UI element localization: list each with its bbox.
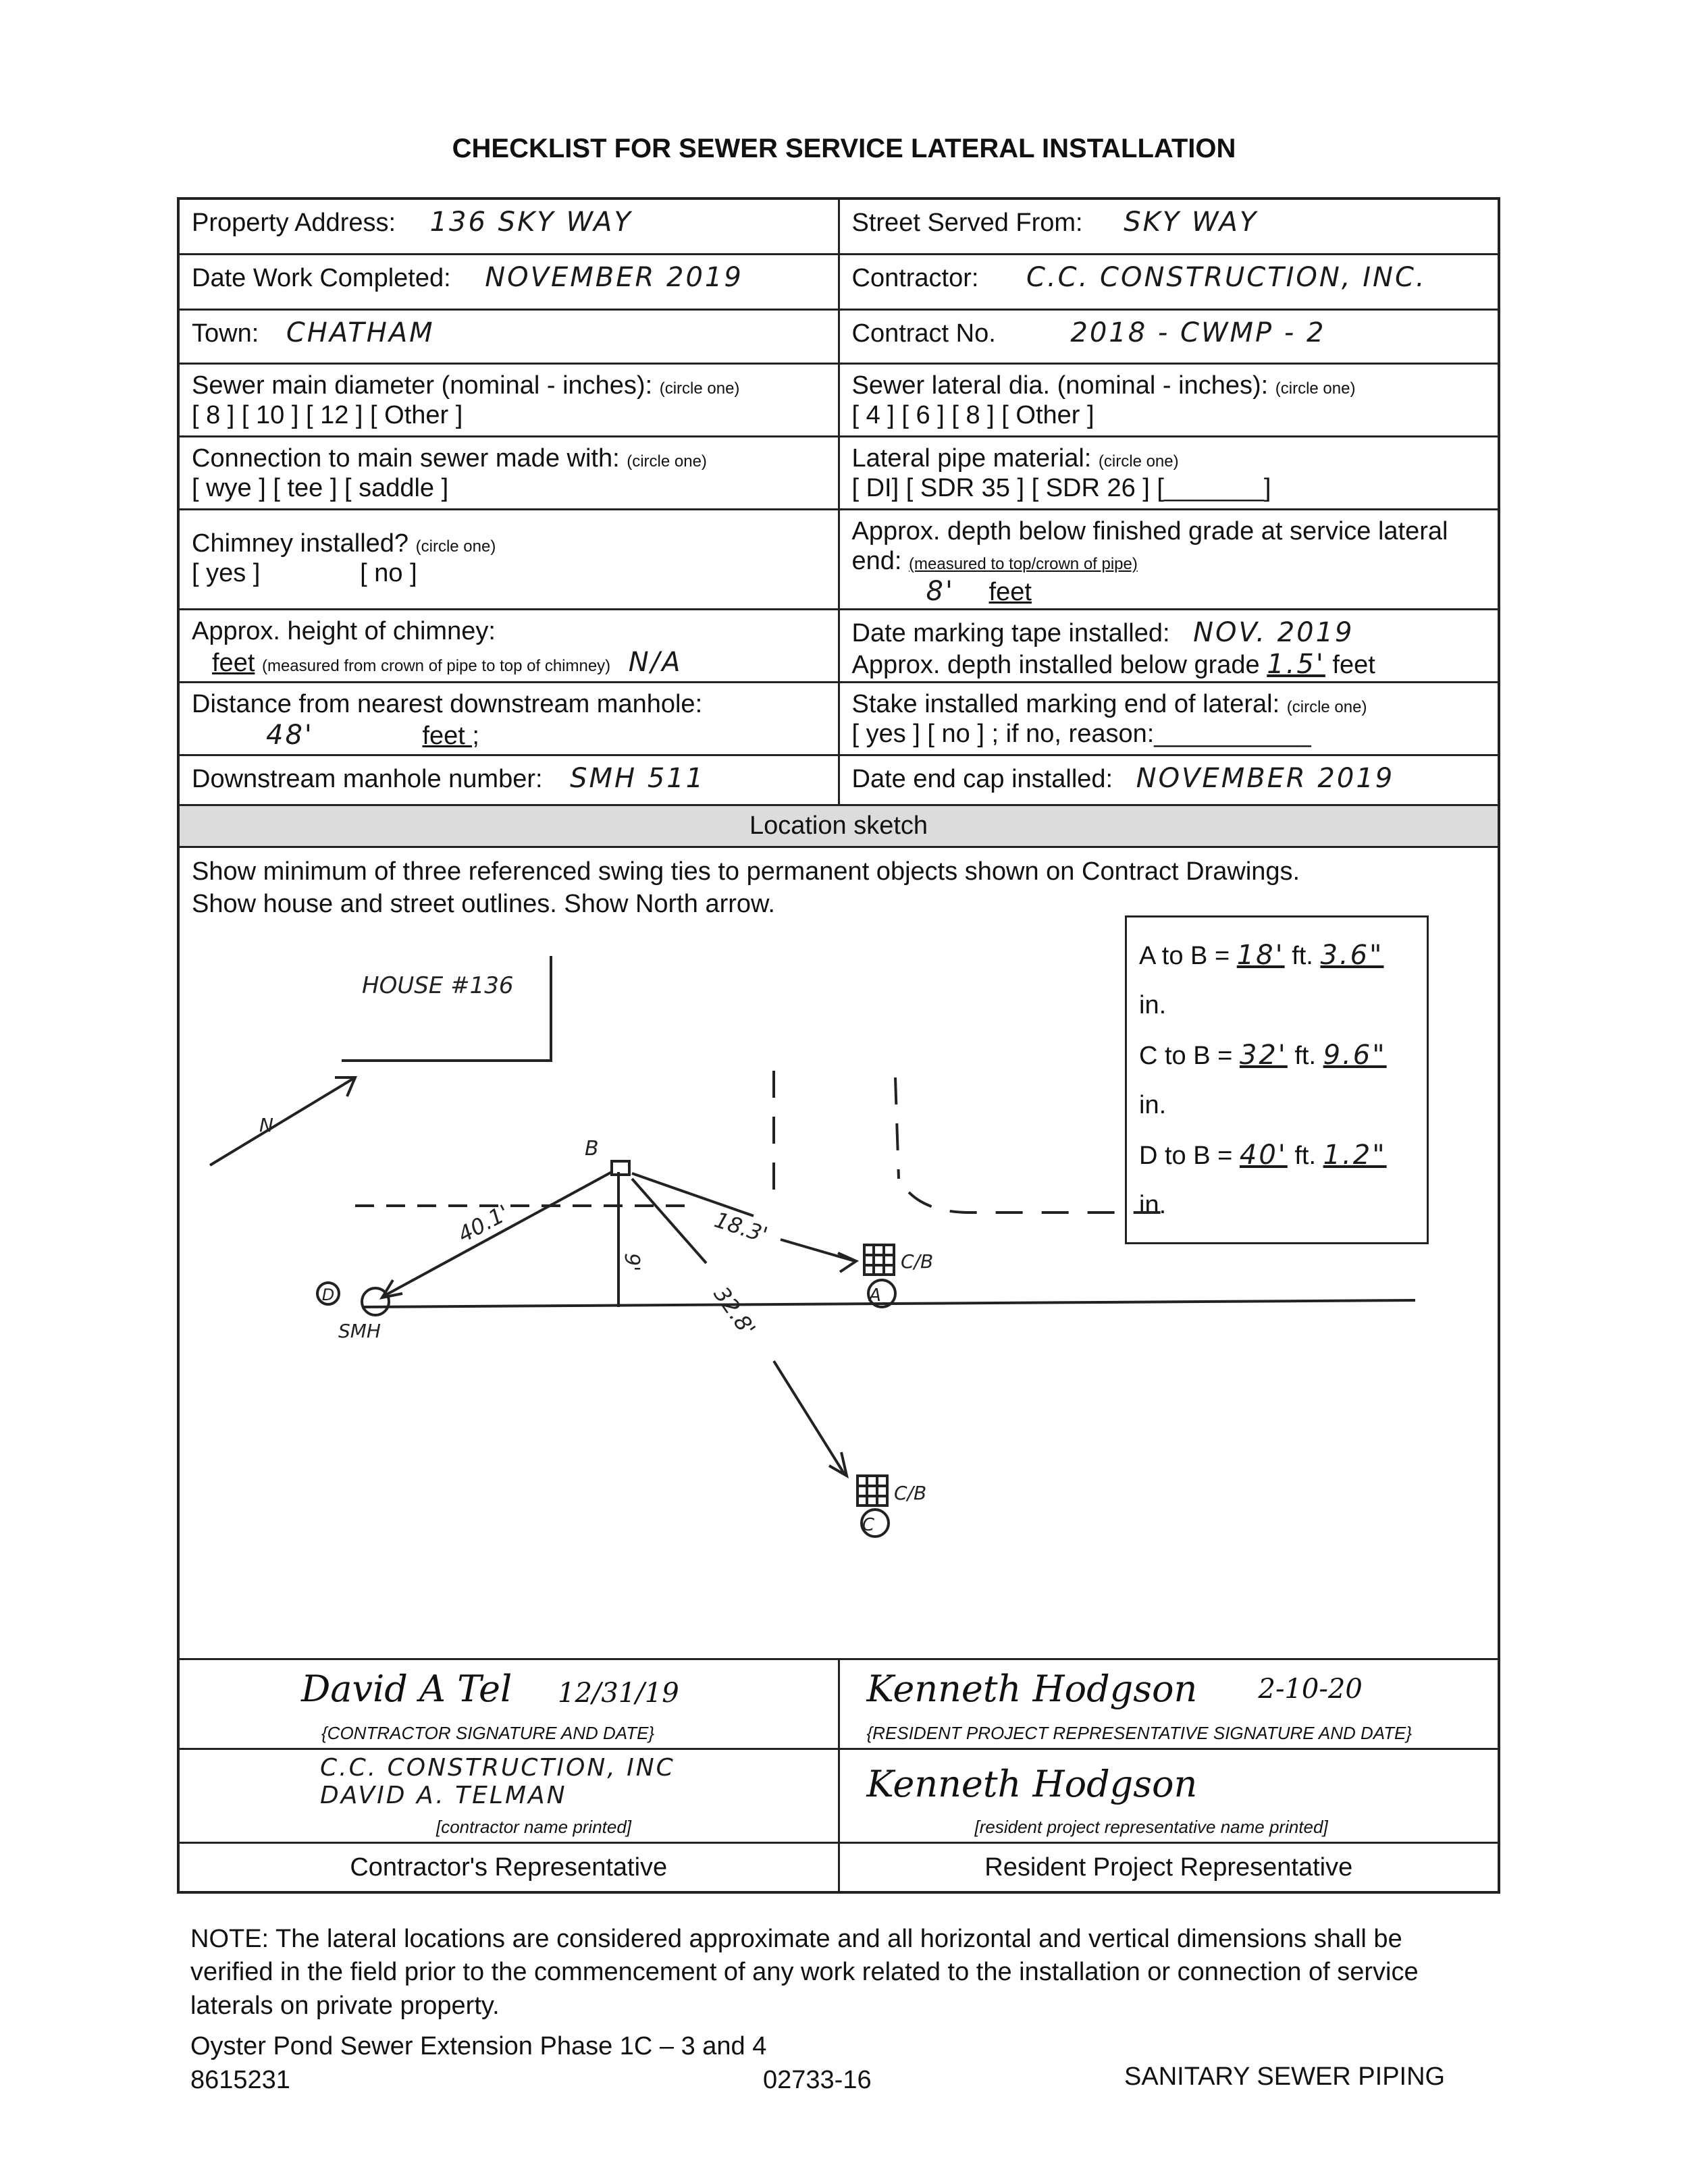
form-row [180, 756, 1498, 806]
resident-representative-label: Resident Project Representative [984, 1853, 1353, 1882]
point-d-label: D [321, 1285, 335, 1304]
tie-inches-unit: in. [1139, 991, 1167, 1019]
town-label: Town: [192, 319, 259, 348]
contract-no-value: 2018 - CWMP - 2 [1070, 317, 1326, 348]
footer-project: Oyster Pond Sewer Extension Phase 1C – 3 and 4 [190, 2032, 767, 2060]
connection-options: [ wye ] [ tee ] [ saddle ] [192, 473, 449, 502]
chimney-height-cell [180, 610, 840, 681]
catch-basin-a-icon [864, 1245, 894, 1275]
property-address-label: Property Address: [192, 209, 396, 237]
contractor-signature-caption: {CONTRACTOR SIGNATURE AND DATE} [321, 1723, 655, 1744]
street-served-label: Street Served From: [851, 209, 1083, 237]
end-cap-label: Date end cap installed: [851, 765, 1113, 793]
tie-inches-unit: in. [1139, 1091, 1167, 1120]
document-title: CHECKLIST FOR SEWER SERVICE LATERAL INSTALLATION [452, 134, 1236, 163]
sewer-lateral-cell [840, 365, 1498, 435]
contractor-value: C.C. CONSTRUCTION, INC. [1026, 262, 1427, 293]
end-cap-value: NOVEMBER 2019 [1136, 763, 1395, 794]
form-row [180, 200, 1498, 255]
chimney-label: Chimney installed? [192, 529, 409, 558]
tie-inches-unit: in. [1139, 1191, 1167, 1220]
stake-hint: (circle one) [1286, 698, 1367, 716]
manhole-d-icon [362, 1288, 389, 1315]
tie-label: C to B = [1139, 1042, 1233, 1071]
resident-signature-cell [840, 1660, 1498, 1748]
sewer-main-cell [180, 365, 840, 435]
contractor-printed-name: DAVID A. TELMAN [320, 1782, 567, 1810]
property-address-value: 136 SKY WAY [429, 207, 633, 238]
tie-inches: 3.6" [1320, 940, 1384, 971]
sewer-main-hint: (circle one) [659, 379, 740, 398]
tie-line-c-b [774, 1361, 845, 1474]
smh-label: SMH [338, 1320, 381, 1342]
sewer-lateral-options: [ 4 ] [ 6 ] [ 8 ] [ Other ] [851, 400, 1094, 429]
connection-cell [180, 437, 840, 508]
resident-printed-cell [840, 1750, 1498, 1842]
footer-section: 02733-16 [763, 2066, 872, 2094]
tie-label: D to B = [1139, 1142, 1233, 1171]
resident-printed-caption: [resident project representative name printed] [974, 1817, 1328, 1838]
marking-tape-value: NOV. 2019 [1193, 617, 1354, 648]
tie-inches: 9.6" [1323, 1040, 1387, 1071]
form-row [180, 255, 1498, 311]
town-value: CHATHAM [286, 317, 435, 348]
depth-value: 8' [926, 576, 955, 608]
tie-feet: 18' [1236, 940, 1285, 971]
tie-inches: 1.2" [1323, 1140, 1387, 1171]
chimney-height-value: N/A [628, 646, 683, 678]
sewer-lateral-hint: (circle one) [1275, 379, 1356, 398]
marking-tape-label: Date marking tape installed: [851, 619, 1170, 647]
sewer-lateral-label: Sewer lateral dia. (nominal - inches): [851, 371, 1269, 400]
contractor-representative-label: Contractor's Representative [180, 1844, 840, 1891]
tape-depth-unit: feet [1332, 650, 1375, 679]
depth-label: Approx. depth below finished grade at service lateral end: [851, 517, 1448, 575]
stake-options: [ yes ] [ no ] ; if no, reason:___________ [851, 719, 1311, 748]
distance-label: Distance from nearest downstream manhole: [192, 690, 703, 718]
chimney-cell [180, 510, 840, 608]
tie-line-c-b [632, 1179, 706, 1263]
tie-feet-unit: ft. [1294, 1142, 1317, 1171]
footer-code: 8615231 [190, 2066, 290, 2094]
manhole-number-cell [180, 756, 840, 804]
street-edge-dashed [895, 1077, 899, 1179]
catch-basin-a-label: C/B [901, 1250, 934, 1273]
resident-printed-name: Kenneth Hodgson [866, 1763, 1198, 1805]
note-text: NOTE: The lateral locations are considered approximate and all horizontal and vertical dimensions shall be verified in the field prior to the commencement of any work related to the installation or connection of service laterals on private property. [190, 1925, 1419, 2020]
distance-unit: feet ; [422, 721, 479, 750]
date-completed-cell [180, 255, 840, 309]
stake-cell [840, 683, 1498, 754]
dim-label-32: 32.8' [708, 1281, 761, 1341]
chimney-height-hint: (measured from crown of pipe to top of chimney) [261, 656, 611, 675]
point-a-label: A [869, 1285, 881, 1306]
contract-no-cell [840, 311, 1498, 363]
contract-no-label: Contract No. [851, 319, 996, 348]
street-edge-dashed [909, 1192, 1179, 1213]
point-b-stake [612, 1161, 629, 1175]
dim-label-9: 9' [620, 1253, 643, 1272]
contractor-signature-date: 12/31/19 [558, 1678, 679, 1709]
resident-signature: Kenneth Hodgson [866, 1668, 1198, 1710]
contractor-printed-caption: [contractor name printed] [436, 1817, 632, 1838]
chimney-hint: (circle one) [415, 537, 496, 556]
printed-name-row [180, 1750, 1498, 1844]
stake-label: Stake installed marking end of lateral: [851, 690, 1280, 718]
resident-signature-date: 2-10-20 [1258, 1674, 1363, 1705]
point-b-label: B [585, 1137, 599, 1161]
distance-cell [180, 683, 840, 754]
connection-label: Connection to main sewer made with: [192, 444, 620, 473]
sketch-instructions-line-2: Show house and street outlines. Show North arrow. [192, 889, 775, 918]
marking-tape-cell [840, 610, 1498, 681]
sewer-main-options: [ 8 ] [ 10 ] [ 12 ] [ Other ] [192, 400, 463, 429]
form-row [180, 510, 1498, 610]
north-arrow-icon [210, 1077, 355, 1165]
tie-feet: 32' [1239, 1040, 1288, 1071]
end-cap-cell [840, 756, 1498, 804]
tie-feet-unit: ft. [1292, 942, 1313, 970]
lateral-material-options: [ DI] [ SDR 35 ] [ SDR 26 ] [_______] [851, 473, 1271, 502]
form-row [180, 683, 1498, 756]
contractor-cell [840, 255, 1498, 309]
town-cell [180, 311, 840, 363]
date-completed-label: Date Work Completed: [192, 264, 451, 292]
dim-label-18: 18.3' [711, 1206, 771, 1248]
dim-label-40: 40.1' [453, 1199, 514, 1248]
depth-unit: feet [988, 578, 1032, 607]
catch-basin-c-label: C/B [894, 1482, 927, 1504]
street-served-value: SKY WAY [1124, 207, 1259, 238]
location-sketch-area [180, 848, 1498, 1660]
representative-row [180, 1844, 1498, 1891]
north-label: N [259, 1114, 273, 1136]
location-sketch-header: Location sketch [180, 806, 1498, 848]
contractor-printed-cell [180, 1750, 840, 1842]
tie-feet-unit: ft. [1294, 1042, 1317, 1071]
form-row [180, 365, 1498, 437]
chimney-options: [ yes ] [ no ] [192, 558, 417, 587]
tape-depth-value: 1.5' [1267, 648, 1325, 680]
street-served-cell [840, 200, 1498, 253]
signature-row [180, 1660, 1498, 1750]
tie-line-a-b [781, 1240, 855, 1261]
resident-signature-caption: {RESIDENT PROJECT REPRESENTATIVE SIGNATURE AND DATE} [866, 1723, 1413, 1744]
location-sketch-drawing [180, 848, 1498, 1658]
depth-cell [840, 510, 1498, 608]
lateral-material-label: Lateral pipe material: [851, 444, 1092, 473]
lateral-material-cell [840, 437, 1498, 508]
form-row [180, 437, 1498, 510]
tie-label: A to B = [1139, 942, 1230, 970]
sewer-main-label: Sewer main diameter (nominal - inches): [192, 371, 653, 400]
form-row [180, 311, 1498, 365]
contractor-printed-company: C.C. CONSTRUCTION, INC [320, 1754, 675, 1782]
connection-hint: (circle one) [627, 452, 707, 471]
lateral-material-hint: (circle one) [1098, 452, 1179, 471]
form-row [180, 610, 1498, 683]
contractor-label: Contractor: [851, 264, 979, 292]
depth-hint: (measured to top/crown of pipe) [909, 554, 1138, 573]
checklist-form [177, 197, 1500, 1894]
tie-feet: 40' [1239, 1140, 1288, 1171]
manhole-number-label: Downstream manhole number: [192, 765, 543, 793]
date-completed-value: NOVEMBER 2019 [485, 262, 743, 293]
chimney-height-label: Approx. height of chimney: [192, 617, 496, 645]
manhole-number-value: SMH 511 [570, 763, 706, 794]
tape-depth-label: Approx. depth installed below grade [851, 650, 1260, 679]
point-c-label: C [862, 1515, 875, 1535]
distance-value: 48' [266, 719, 314, 751]
house-label: HOUSE #136 [362, 972, 514, 999]
property-address-cell [180, 200, 840, 253]
sketch-instructions-line-1: Show minimum of three referenced swing ties to permanent objects shown on Contract Drawings. [192, 857, 1300, 886]
contractor-signature-cell [180, 1660, 840, 1748]
tie-line-a-b [632, 1173, 754, 1216]
footer-division: SANITARY SEWER PIPING [1124, 2062, 1446, 2091]
tie-line-d-b [382, 1172, 612, 1297]
contractor-signature: David A Tel [301, 1668, 512, 1710]
chimney-height-unit: feet [212, 648, 255, 677]
catch-basin-c-icon [858, 1476, 887, 1506]
